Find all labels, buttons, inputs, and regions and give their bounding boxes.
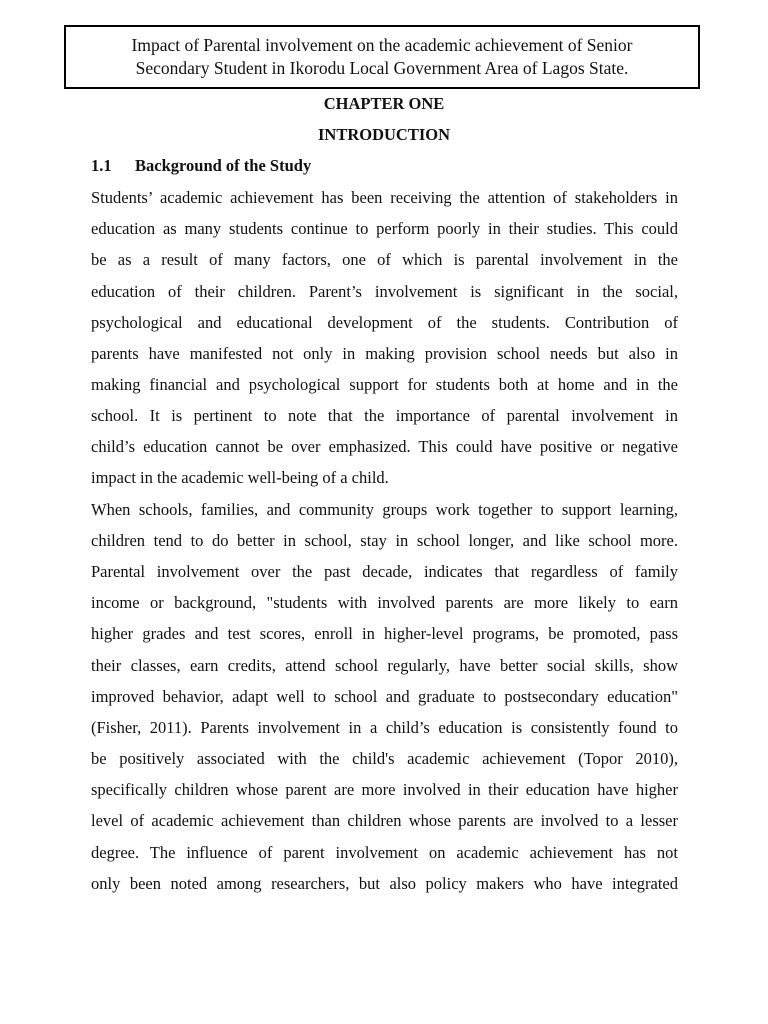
title-line-2: Secondary Student in Ikorodu Local Government Area of Lagos State. [135, 58, 629, 78]
body-line: (Fisher, 2011). Parents involvement in a child’s education is consistently found to [91, 718, 678, 737]
body-line: be as a result of many factors, one of which is parental involvement in the [91, 250, 678, 269]
section-heading [91, 156, 311, 176]
body-line: income or background, "students with involved parents are more likely to earn [91, 593, 678, 612]
body-line: degree. The influence of parent involvement on academic achievement has not [91, 843, 678, 862]
body-line: children tend to do better in school, stay in school longer, and like school more. [91, 531, 678, 550]
body-line: When schools, families, and community groups work together to support learning, [91, 500, 678, 519]
body-line: parents have manifested not only in making provision school needs but also in [91, 344, 678, 363]
body-line: specifically children whose parent are more involved in their education have higher [91, 780, 678, 799]
body-line: higher grades and test scores, enroll in higher-level programs, be promoted, pass [91, 624, 678, 643]
body-line: making financial and psychological support for students both at home and in the [91, 375, 678, 394]
title-line-1: Impact of Parental involvement on the academic achievement of Senior [131, 35, 633, 55]
section-title: Background of the Study [135, 156, 312, 175]
chapter-heading: CHAPTER ONE [323, 94, 445, 113]
introduction-heading: INTRODUCTION [317, 125, 451, 144]
body-line: their classes, earn credits, attend school regularly, have better social skills, show [91, 656, 678, 675]
title-box [64, 25, 700, 89]
body-line: improved behavior, adapt well to school and graduate to postsecondary education" [91, 687, 678, 706]
body-line: be positively associated with the child's academic achievement (Topor 2010), [91, 749, 678, 768]
body-line: impact in the academic well-being of a child. [91, 468, 389, 487]
body-line: school. It is pertinent to note that the importance of parental involvement in [91, 406, 678, 425]
body-line: only been noted among researchers, but also policy makers who have integrated [91, 874, 678, 893]
body-line: education of their children. Parent’s involvement is significant in the social, [91, 282, 678, 301]
body-line: psychological and educational development of the students. Contribution of [91, 313, 678, 332]
section-number: 1.1 [91, 156, 112, 175]
body-line: child’s education cannot be over emphasized. This could have positive or negative [91, 437, 678, 456]
body-line: Students’ academic achievement has been receiving the attention of stakeholders in [91, 188, 678, 207]
body-line: education as many students continue to perform poorly in their studies. This could [91, 219, 678, 238]
body-line: level of academic achievement than children whose parents are involved to a lesser [91, 811, 678, 830]
body-line: Parental involvement over the past decade, indicates that regardless of family [91, 562, 678, 581]
